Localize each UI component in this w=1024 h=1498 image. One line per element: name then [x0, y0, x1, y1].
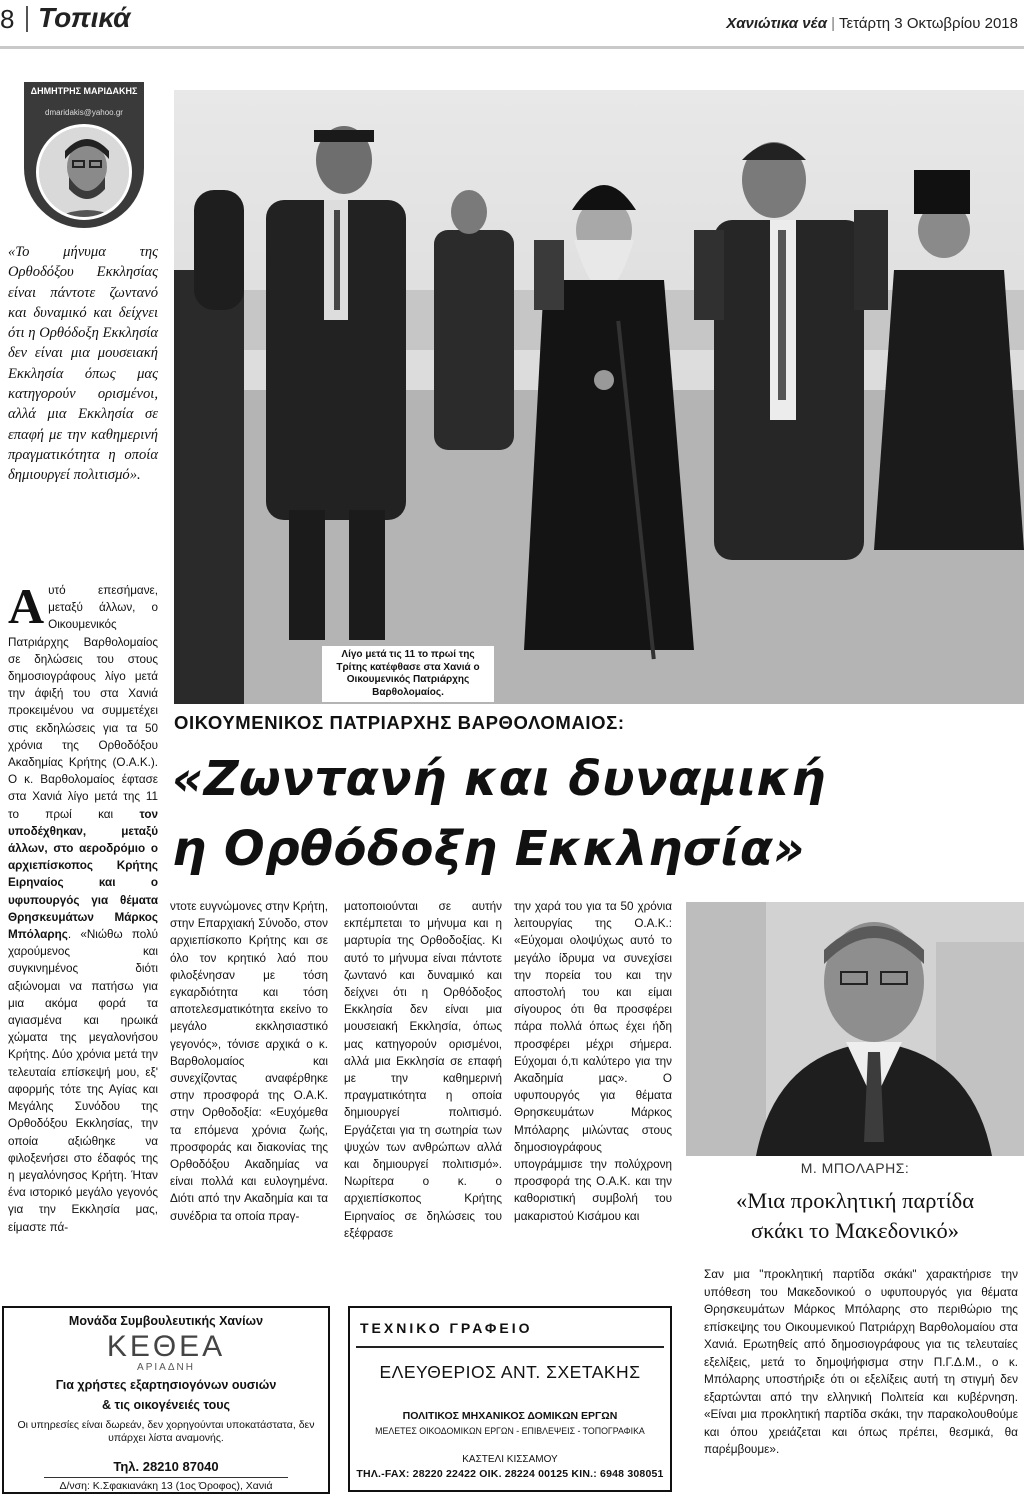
- header-divider: [26, 6, 28, 32]
- issue-date: Τετάρτη 3 Οκτωβρίου 2018: [838, 15, 1018, 32]
- ad-office-place: ΚΑΣΤΕΛΙ ΚΙΣΣΑΜΟΥ: [462, 1454, 558, 1465]
- article-column-2: ντοτε ευγνώμονες στην Κρήτη, στην Επαρχιακή Σύνοδο, στον αρχιεπίσκοπο Κρήτης και σε όλο τον κρητικό λαό που φιλοξένησαν με τόση εγκαρδιότητα και τόση αποτελεσματικότητα εκείνο το μεγάλο εκκλησιαστικό γεγονός», τόνισε αρχικά ο κ. Βαρθολομαίος και συνεχίζοντας αναφέρθηκε στην προσφορά της Ο.Α.Κ. στην Ορθοδοξία: «Ευχόμεθα τα επόμενα χρόνια ζωής, προσφοράς και διακονίας της Ορθοδόξου Ακαδημίας να είναι πολλά και ευλογημένα. Διότι από την Ακαδημία και τα συνέδρια τα οποία πραγ-: [170, 900, 328, 1223]
- article-column-3: ματοποιούνται σε αυτήν εκπέμπεται το μήνυμα και η μαρτυρία της Ορθοδοξίας. Κι αυτό το μήνυμα είναι πάντοτε ζωντανό και δυναμικό και δείχνει ότι η Ορθόδοξος Εκκλησία δεν είναι μια μουσειακή Εκκλησία, όπως μας κατηγορούν ορισμένοι, αλλά μια Εκκλησία σε επαφή με την καθημερινή πραγματικότητα η οποία δημιουργεί πολιτισμό. Εργάζεται για τη σωτηρία των ψυχών των ανθρώπων αλλά και δημιουργεί πολιτισμό». Νωρίτερα ο κ. ο αρχιεπίσκοπος Κρήτης Ειρηναίος σε δηλώσεις του εξέφρασε: [344, 900, 502, 1240]
- sidebar-title: [686, 1186, 1024, 1246]
- sidebar-body: Σαν μια "προκλητική παρτίδα σκάκι" χαρακτήρισε την υπόθεση του Μακεδονικού ο υφυπουργός για θέματα Θρησκευμάτων Μάρκος Μπόλαρης στο περιθώριο της επίσκεψης του Οικουμενικού Πατριάρχη Βαρθολομαίου στα Χανιά. Ερωτηθείς από δημοσιογράφους για τις τελευταίες εξελίξεις, μετά το δημοψήφισμα στην Π.Γ.Δ.Μ., ο κ. Μπόλαρης υποστήριξε ότι οι εξελίξεις αυτή τη στιγμή δεν εξαρτώνται από την ελληνική Πολιτεία και κυβέρνηση. «Είναι μια προκλητική παρτίδα σκάκι, την παρακολουθούμε και όπου χρειάζεται και όπως πρέπει, θεσμικά, θα παρέμβουμε».: [704, 1267, 1018, 1456]
- article-headline: [172, 744, 1022, 884]
- ad-kethea-title: Μονάδα Συμβουλευτικής Χανίων: [68, 1314, 264, 1328]
- ad-office-job: ΠΟΛΙΤΙΚΟΣ ΜΗΧΑΝΙΚΟΣ ΔΟΜΙΚΩΝ ΕΡΓΩΝ: [402, 1410, 618, 1422]
- article-kicker: ΟΙΚΟΥΜΕΝΙΚΟΣ ΠΑΤΡΙΑΡΧΗΣ ΒΑΡΘΟΛΟΜΑΙΟΣ:: [174, 712, 625, 733]
- author-name: ΔΗΜΗΤΡΗΣ ΜΑΡΙΔΑΚΗΣ: [30, 86, 138, 96]
- photo-caption: Λίγο μετά τις 11 το πρωί της Τρίτης κατέφθασε στα Χανιά ο Οικουμενικός Πατριάρχης Βαρθολομαίος.: [322, 646, 494, 702]
- sidebar-kicker: Μ. ΜΠΟΛΑΡΗΣ:: [800, 1160, 910, 1176]
- column-1-text-a: υτό επεσήμανε, μεταξύ άλλων, ο Οικουμενικός Πατριάρχης Βαρθολομαίος σε δηλώσεις του στους δημοσιογράφους λίγο μετά την άφιξή του στα Χανιά προκειμένου να συμμετέχει στις εκδηλώσεις για τα 50 χρόνια της Ορθοδόξου Ακαδημίας Κρήτης (Ο.Α.Κ.). Ο κ. Βαρθολομαίος έφτασε στα Χανιά λίγο μετά της 11 το πρωί και: [8, 584, 158, 821]
- ad-kethea-divider: [44, 1477, 288, 1478]
- author-photo: [36, 124, 132, 220]
- ad-kethea-line-2: & τις οικογένειές τους: [101, 1398, 231, 1412]
- article-column-1: [8, 582, 158, 1272]
- sidebar-title-line-1: «Μια προκλητική παρτίδα: [735, 1188, 975, 1213]
- kethea-logo-sub: ΑΡΙΑΔΝΗ: [137, 1362, 195, 1373]
- newspaper-name: Χανιώτικα νέα: [726, 15, 828, 32]
- ad-office-phones: ΤΗΛ.-FAX: 28220 22422 ΟΙΚ. 28224 00125 ΚΙΝ.: 6948 308051: [356, 1468, 664, 1480]
- kethea-logo: ΚΕΘΕΑ: [106, 1330, 226, 1363]
- main-photo: [174, 90, 1024, 704]
- sidebar-title-line-2: σκάκι το Μακεδονικό»: [751, 1218, 959, 1243]
- column-1-bold-text: τον υποδέχθηκαν, μεταξύ άλλων, στο αεροδρόμιο ο αρχιεπίσκοπος Κρήτης Ειρηναίος και ο υφυπουργός για θέματα Θρησκευμάτων Μάρκος Μπόλαρης: [8, 807, 158, 942]
- ad-technical-office: [348, 1306, 672, 1492]
- page-number: 8: [0, 4, 15, 34]
- ad-kethea: [2, 1306, 330, 1494]
- ad-office-name: ΕΛΕΥΘΕΡΙΟΣ ΑΝΤ. ΣΧΕΤΑΚΗΣ: [379, 1362, 641, 1382]
- header-separator: |: [831, 15, 835, 32]
- column-1-text-b: . «Νιώθω πολύ χαρούμενος και συγκινημένος διότι αξιώνομαι να πατήσω για μια ακόμα φορά τα αγιασμένα και ηρωικά χώματα της μεγαλονήσου Κρήτης. Δύο χρόνια μετά την τελευταία επίσκεψή μου, εξ' αφορμής τότε της Αγίας και Μεγάλης Συνόδου της Ορθοδόξου Εκκλησίας, την οποία αξιώθηκε να φιλοξενήσει στο έδαφός της η μεγαλόνησος Κρήτη. Ήταν ένα ιστορικό μεγάλο γεγονός για την Εκκλησία μας, είμαστε πά-: [8, 928, 158, 1234]
- article-column-4: την χαρά του για τα 50 χρόνια λειτουργίας της Ο.Α.Κ.: «Εύχομαι ολοψύχως αυτό το μεγάλο ίδρυμα να συνεχίσει την πορεία του και την αποστολή του και είμαι σίγουρος ότι θα προσφέρει πάρα πολλά όπως έχει ήδη προσφέρει μέχρι σήμερα. Εύχομαι ό,τι καλύτερο για την Ακαδημία μας». Ο υφυπουργός για θέματα Θρησκευμάτων Μάρκος Μπόλαρης μιλώντας στους δημοσιογράφους υπογράμμισε την πολύχρονη προσφορά της Ο.Α.Κ. και την καθοριστική συμβολή του μακαριστού Κισάμου και: [514, 900, 672, 1223]
- ad-kethea-line-1: Για χρήστες εξαρτησιογόνων ουσιών: [55, 1378, 277, 1392]
- ad-office-tag: ΤΕΧΝΙΚΟ ΓΡΑΦΕΙΟ: [360, 1320, 533, 1336]
- drop-cap: Α: [8, 582, 45, 634]
- ad-office-studies: ΜΕΛΕΤΕΣ ΟΙΚΟΔΟΜΙΚΩΝ ΕΡΓΩΝ - ΕΠΙΒΛΕΨΕΙΣ - ΤΟΠΟΓΡΑΦΙΚΑ: [375, 1426, 645, 1436]
- ad-office-rule: [356, 1346, 664, 1348]
- ad-kethea-address: Δ/νση: Κ.Σφακιανάκη 13 (1ος Όροφος), Χανιά: [59, 1480, 273, 1492]
- pull-quote: «Το μήνυμα της Ορθοδόξου Εκκλησίας είναι πάντοτε ζωντανό και δυναμικό και δείχνει ότι η Ορθόδοξη Εκκλησία δεν είναι μια μουσειακή Εκκλησία όπως μας κατηγορούν ορισμένοι, αλλά μια Εκκλησία σε επαφή με την καθημερινή πραγματικότητα η οποία δημιουργεί πολιτισμό».: [8, 244, 158, 484]
- section-title: Τοπικά: [38, 2, 131, 33]
- author-email: dmaridakis@yahoo.gr: [45, 108, 123, 117]
- ad-kethea-phone: Τηλ. 28210 87040: [113, 1459, 219, 1474]
- ad-kethea-info: Οι υπηρεσίες είναι δωρεάν, δεν χορηγούνται υποκατάστατα, δεν υπάρχει λίστα αναμονής.: [17, 1419, 315, 1444]
- header-rule: [0, 46, 1024, 49]
- header-info: [726, 14, 1018, 34]
- headline-line-1: «Ζωντανή και δυναμική: [172, 751, 826, 807]
- airport-arrival-photo-icon: [174, 90, 1024, 704]
- sidebar-photo: [686, 902, 1024, 1156]
- minister-portrait-icon: [686, 902, 1024, 1156]
- headline-line-2: η Ορθόδοξη Εκκλησία»: [172, 821, 805, 877]
